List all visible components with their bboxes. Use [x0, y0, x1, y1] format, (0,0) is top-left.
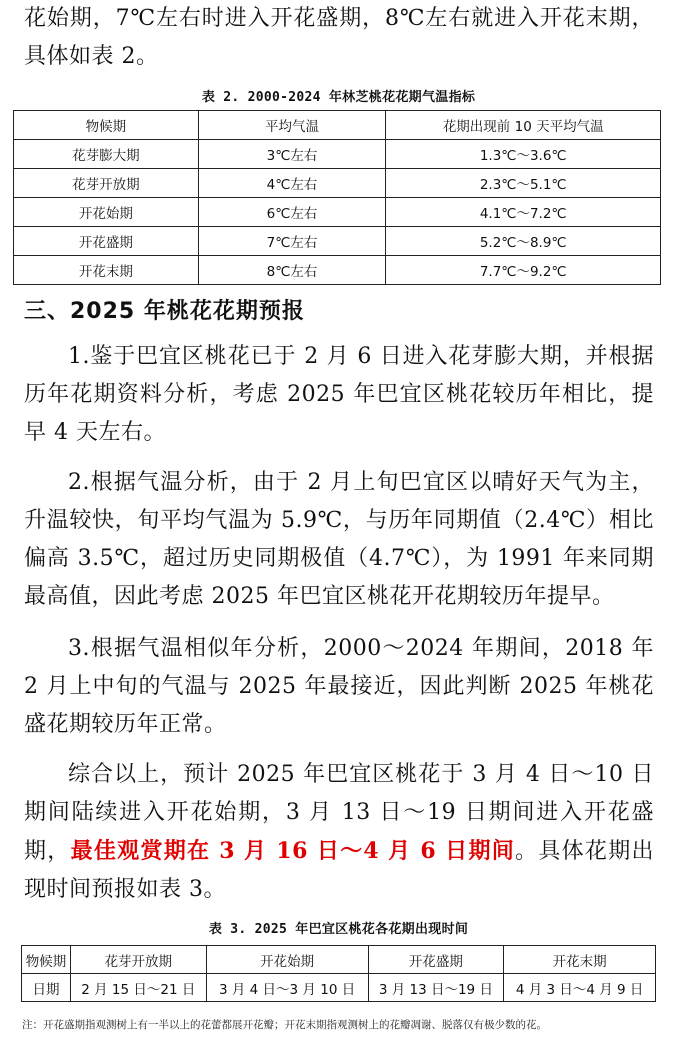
table-cell: 花芽膨大期	[14, 140, 199, 169]
table2-temperature-indicators	[13, 110, 661, 285]
table-cell: 3 月 4 日～3 月 10 日	[206, 974, 368, 1002]
table-header-cell: 开花盛期	[368, 946, 504, 974]
table-header-cell: 花芽开放期	[70, 946, 206, 974]
table-row	[14, 169, 661, 198]
table-cell: 2.3℃～5.1℃	[386, 169, 661, 198]
table-row	[22, 974, 656, 1002]
table-cell: 3 月 13 日～19 日	[368, 974, 504, 1002]
table-cell: 日期	[22, 974, 71, 1002]
table-cell: 花芽开放期	[14, 169, 199, 198]
table-cell: 1.3℃～3.6℃	[386, 140, 661, 169]
table-cell: 4.1℃～7.2℃	[386, 198, 661, 227]
table2-caption: 表 2. 2000-2024 年林芝桃花花期气温指标	[201, 90, 476, 105]
table-cell: 8℃左右	[198, 256, 386, 285]
table-header-cell: 平均气温	[198, 111, 386, 140]
table-cell: 7℃左右	[198, 227, 386, 256]
table-row	[14, 140, 661, 169]
table-cell: 7.7℃～9.2℃	[386, 256, 661, 285]
table-header-row	[14, 111, 661, 140]
section-heading: 三、2025 年桃花花期预报	[24, 299, 305, 324]
table-header-cell: 物候期	[14, 111, 199, 140]
table-row	[14, 227, 661, 256]
table-header-cell: 开花始期	[206, 946, 368, 974]
paragraph-2: 2.根据气温分析，由于 2 月上旬巴宜区以晴好天气为主，升温较快，旬平均气温为 5.9℃，与历年同期值（2.4℃）相比偏高 3.5℃，超过历史同期极值（4.7℃），为 1991 年来同期最高值，因此考虑 2025 年巴宜区桃花开花期较历年提早。	[24, 470, 654, 609]
table-header-cell: 物候期	[22, 946, 71, 974]
footnote: 注：开花盛期指观测树上有一半以上的花蕾都展开花瓣；开花末期指观测树上的花瓣凋谢、脱落仅有极少数的花。	[22, 1019, 547, 1031]
paragraph-4-text: 综合以上，预计 2025 年巴宜区桃花于 3 月 4 日～10 日期间陆续进入开花始期，3 月 13 日～19 日期间进入开花盛期，	[24, 762, 654, 864]
table-header-row	[22, 946, 656, 974]
table-cell: 开花始期	[14, 198, 199, 227]
table-cell: 开花末期	[14, 256, 199, 285]
table-cell: 3℃左右	[198, 140, 386, 169]
viewing-period-highlight: 最佳观赏期在 3 月 16 日～4 月 6 日期间	[70, 838, 516, 864]
table-cell: 4 月 3 日～4 月 9 日	[504, 974, 656, 1002]
table-cell: 4℃左右	[198, 169, 386, 198]
table-row	[14, 198, 661, 227]
table-cell: 5.2℃～8.9℃	[386, 227, 661, 256]
paragraph-3: 3.根据气温相似年分析，2000～2024 年期间，2018 年 2 月上中旬的气温与 2025 年最接近，因此判断 2025 年桃花盛花期较历年正常。	[24, 636, 654, 737]
table3-flowering-dates	[21, 945, 656, 1002]
paragraph-4-text-end: 。具体花期出现时间预报如表 3。	[24, 839, 654, 902]
table-cell: 2 月 15 日～21 日	[70, 974, 206, 1002]
intro-paragraph: 花始期，7℃左右时进入开花盛期，8℃左右就进入开花末期，具体如表 2。	[24, 6, 654, 69]
paragraph-4	[24, 756, 654, 909]
table-cell: 开花盛期	[14, 227, 199, 256]
table-header-cell: 开花末期	[504, 946, 656, 974]
table-row	[14, 256, 661, 285]
table-cell: 6℃左右	[198, 198, 386, 227]
table3-caption: 表 3. 2025 年巴宜区桃花各花期出现时间	[208, 922, 469, 937]
table-header-cell: 花期出现前 10 天平均气温	[386, 111, 661, 140]
paragraph-1: 1.鉴于巴宜区桃花已于 2 月 6 日进入花芽膨大期，并根据历年花期资料分析，考虑 2025 年巴宜区桃花较历年相比，提早 4 天左右。	[24, 344, 654, 445]
